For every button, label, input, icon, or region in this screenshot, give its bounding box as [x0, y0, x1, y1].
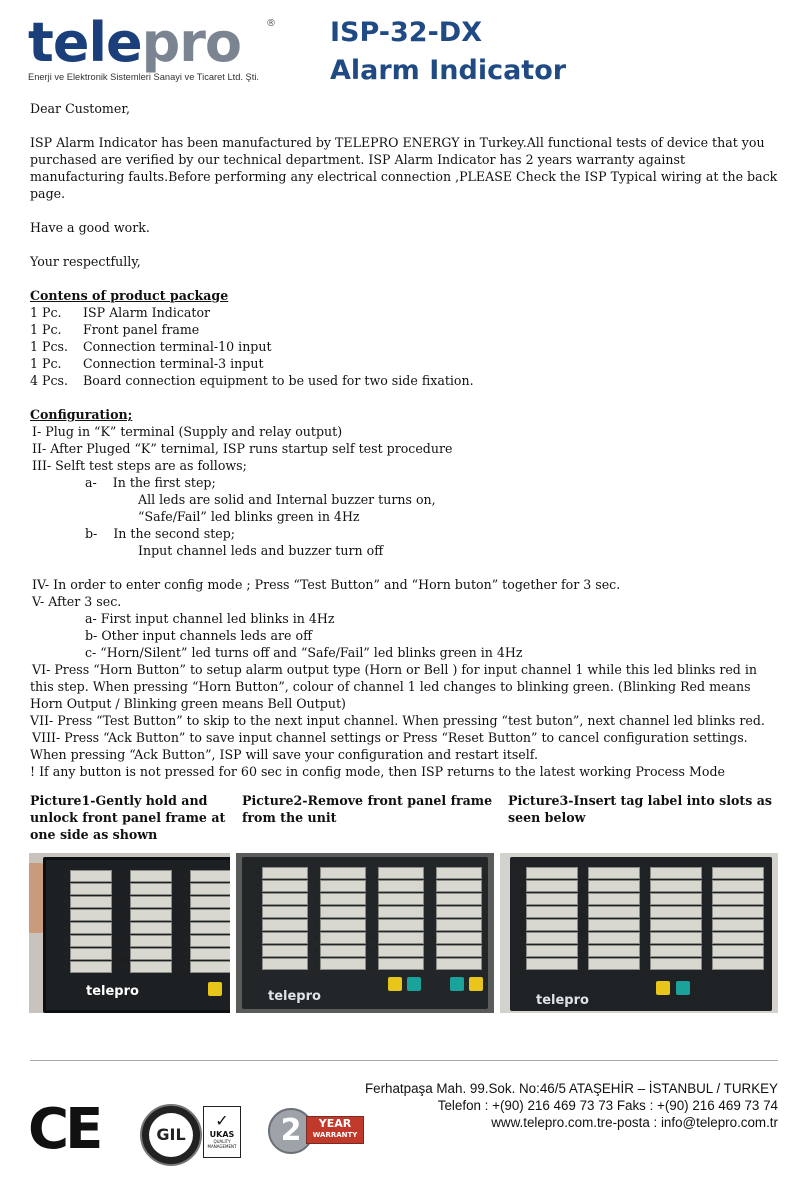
- warranty-number: 2: [268, 1108, 314, 1154]
- channel-led: [184, 887, 187, 890]
- logo-wordmark: telepro: [28, 11, 241, 74]
- config-step: III- Selft test steps are as follows;: [32, 458, 247, 473]
- label-slot: [320, 932, 366, 944]
- label-slot: [190, 896, 230, 908]
- label-slot: [588, 945, 640, 957]
- config-step: VIII- Press “Ack Button” to save input channel settings or Press “Reset Button” to cancel configuration settings. When pressing “Ack Button”, ISP will save your configuration and restart itself.: [30, 730, 748, 762]
- channel-led: [706, 897, 709, 900]
- channel-led: [256, 884, 259, 887]
- channel-led: [256, 871, 259, 874]
- label-slot: [262, 893, 308, 905]
- crown-icon: ✓: [215, 1111, 229, 1130]
- channel-led: [256, 936, 259, 939]
- footer-divider: [30, 1060, 778, 1061]
- channel-led: [430, 923, 433, 926]
- channel-led: [372, 936, 375, 939]
- channel-led: [582, 897, 585, 900]
- channel-led: [644, 936, 647, 939]
- label-slot: [70, 922, 112, 934]
- channel-led: [256, 897, 259, 900]
- label-slot: [436, 893, 482, 905]
- picture3-caption: Picture3-Insert tag label into slots as seen below: [508, 793, 772, 825]
- channel-led: [582, 910, 585, 913]
- channel-led: [184, 913, 187, 916]
- channel-led: [706, 936, 709, 939]
- label-slot: [190, 870, 230, 882]
- footer-contact: [365, 1080, 778, 1131]
- channel-led: [314, 871, 317, 874]
- label-slot: [378, 932, 424, 944]
- channel-led: [520, 871, 523, 874]
- ukas-logo: ✓ UKAS QUALITY MANAGEMENT: [203, 1106, 241, 1158]
- label-slot: [712, 958, 764, 970]
- label-slot: [320, 919, 366, 931]
- footer-phone: Telefon : +(90) 216 469 73 73 Faks : +(90) 216 469 73 74: [437, 1098, 778, 1113]
- config-substep: b- Other input channels leds are off: [85, 628, 313, 643]
- label-slot: [190, 909, 230, 921]
- channel-led: [582, 923, 585, 926]
- channel-led: [184, 965, 187, 968]
- channel-led: [64, 926, 67, 929]
- label-slot: [130, 896, 172, 908]
- label-slot: [526, 958, 578, 970]
- label-slot: [70, 909, 112, 921]
- label-slot: [650, 880, 702, 892]
- label-slot: [712, 906, 764, 918]
- channel-led: [644, 962, 647, 965]
- ack-button: [676, 981, 690, 995]
- config-detail: All leds are solid and Internal buzzer turns on,: [138, 492, 436, 507]
- label-slot: [320, 906, 366, 918]
- channel-led: [520, 962, 523, 965]
- channel-led: [430, 949, 433, 952]
- label-slot: [436, 906, 482, 918]
- wish-text: Have a good work.: [30, 220, 150, 235]
- channel-led: [582, 871, 585, 874]
- reset-button: [450, 977, 464, 991]
- label-slot: [320, 867, 366, 879]
- label-slot: [130, 961, 172, 973]
- channel-led: [430, 884, 433, 887]
- channel-led: [644, 949, 647, 952]
- label-slot: [262, 880, 308, 892]
- label-slot: [70, 896, 112, 908]
- channel-led: [706, 962, 709, 965]
- label-slot: [130, 922, 172, 934]
- channel-led: [582, 949, 585, 952]
- config-substep: a- In the first step;: [85, 475, 216, 490]
- channel-led: [520, 884, 523, 887]
- config-detail: Input channel leds and buzzer turn off: [138, 543, 384, 558]
- label-slot: [70, 883, 112, 895]
- channel-led: [184, 900, 187, 903]
- label-slot: [262, 867, 308, 879]
- picture3-photo: [500, 853, 778, 1013]
- label-slot: [526, 919, 578, 931]
- device-panel: [43, 857, 230, 1013]
- label-slot: [70, 935, 112, 947]
- picture1-photo: [29, 853, 230, 1013]
- channel-led: [372, 923, 375, 926]
- config-detail: “Safe/Fail” led blinks green in 4Hz: [138, 509, 360, 524]
- registered-mark: ®: [266, 18, 276, 29]
- config-step: VII- Press “Test Button” to skip to the next input channel. When pressing “test buton”, next channel led blinks red.: [30, 713, 765, 728]
- label-slot: [320, 945, 366, 957]
- label-slot: [650, 893, 702, 905]
- test-button: [656, 981, 670, 995]
- label-slot: [378, 919, 424, 931]
- label-slot: [262, 932, 308, 944]
- label-slot: [588, 919, 640, 931]
- channel-led: [430, 910, 433, 913]
- label-slot: [262, 906, 308, 918]
- config-step: IV- In order to enter config mode ; Press “Test Button” and “Horn buton” together for 3 sec.: [32, 577, 621, 592]
- package-item: 1 Pc. Connection terminal-3 input: [30, 356, 264, 371]
- channel-led: [644, 871, 647, 874]
- label-slot: [588, 867, 640, 879]
- closing-text: Your respectfully,: [30, 254, 141, 269]
- picture2-caption: Picture2-Remove front panel frame from the unit: [242, 793, 493, 825]
- package-item: 1 Pc. Front panel frame: [30, 322, 200, 337]
- label-slot: [130, 883, 172, 895]
- channel-led: [64, 887, 67, 890]
- letter-body: [30, 100, 778, 780]
- channel-led: [706, 923, 709, 926]
- config-step: I- Plug in “K” terminal (Supply and relay output): [32, 424, 343, 439]
- label-slot: [588, 932, 640, 944]
- label-slot: [320, 893, 366, 905]
- panel-button: [208, 982, 222, 996]
- label-slot: [436, 880, 482, 892]
- channel-led: [64, 913, 67, 916]
- label-slot: [526, 893, 578, 905]
- channel-led: [124, 874, 127, 877]
- channel-led: [184, 874, 187, 877]
- ce-mark: CE: [28, 1097, 100, 1162]
- label-slot: [436, 919, 482, 931]
- label-slot: [190, 935, 230, 947]
- channel-led: [64, 952, 67, 955]
- greeting: Dear Customer,: [30, 101, 130, 116]
- device-panel: [510, 857, 772, 1011]
- channel-led: [706, 871, 709, 874]
- channel-led: [64, 939, 67, 942]
- config-substep: a- First input channel led blinks in 4Hz: [85, 611, 335, 626]
- label-slot: [378, 958, 424, 970]
- label-slot: [712, 919, 764, 931]
- config-note: ! If any button is not pressed for 60 sec in config mode, then ISP returns to the latest working Process Mode: [30, 764, 725, 779]
- channel-led: [372, 962, 375, 965]
- channel-led: [124, 900, 127, 903]
- channel-led: [256, 923, 259, 926]
- label-slot: [436, 958, 482, 970]
- channel-led: [372, 910, 375, 913]
- label-slot: [262, 958, 308, 970]
- title-product: Alarm Indicator: [330, 55, 567, 86]
- warranty-badge: [268, 1108, 364, 1152]
- title-model: ISP-32-DX: [330, 17, 483, 48]
- channel-led: [644, 884, 647, 887]
- config-step: II- After Pluged “K” ternimal, ISP runs startup self test procedure: [32, 441, 453, 456]
- logo-subtitle: Enerji ve Elektronik Sistemleri Sanayi ve Ticaret Ltd. Şti.: [28, 72, 259, 82]
- label-slot: [378, 880, 424, 892]
- label-slot: [526, 867, 578, 879]
- config-substep: b- In the second step;: [85, 526, 236, 541]
- label-slot: [650, 867, 702, 879]
- label-slot: [650, 919, 702, 931]
- label-slot: [588, 906, 640, 918]
- channel-led: [314, 884, 317, 887]
- channel-led: [124, 939, 127, 942]
- channel-led: [64, 874, 67, 877]
- channel-led: [124, 887, 127, 890]
- channel-led: [256, 962, 259, 965]
- ack-button: [407, 977, 421, 991]
- label-slot: [588, 880, 640, 892]
- package-item: 1 Pc. ISP Alarm Indicator: [30, 305, 211, 320]
- channel-led: [184, 952, 187, 955]
- channel-led: [64, 900, 67, 903]
- label-slot: [436, 945, 482, 957]
- label-slot: [712, 893, 764, 905]
- channel-led: [124, 952, 127, 955]
- channel-led: [430, 897, 433, 900]
- channel-led: [372, 871, 375, 874]
- label-slot: [712, 867, 764, 879]
- picture2-photo: [236, 853, 494, 1013]
- label-slot: [526, 906, 578, 918]
- label-slot: [650, 958, 702, 970]
- label-slot: [70, 870, 112, 882]
- channel-led: [314, 897, 317, 900]
- label-slot: [190, 922, 230, 934]
- package-item: 1 Pcs. Connection terminal-10 input: [30, 339, 272, 354]
- channel-led: [124, 965, 127, 968]
- channel-led: [124, 926, 127, 929]
- channel-led: [582, 936, 585, 939]
- label-slot: [378, 906, 424, 918]
- channel-led: [644, 910, 647, 913]
- label-slot: [526, 932, 578, 944]
- package-item: 4 Pcs. Board connection equipment to be used for two side fixation.: [30, 373, 474, 388]
- channel-led: [582, 962, 585, 965]
- channel-led: [184, 926, 187, 929]
- label-slot: [320, 958, 366, 970]
- channel-led: [314, 910, 317, 913]
- channel-led: [520, 897, 523, 900]
- label-slot: [526, 945, 578, 957]
- label-slot: [526, 880, 578, 892]
- channel-led: [314, 936, 317, 939]
- channel-led: [184, 939, 187, 942]
- intro-paragraph: ISP Alarm Indicator has been manufactured by TELEPRO ENERGY in Turkey.All functional tests of device that you purchased are verified by our technical department. ISP Alarm Indicator has 2 years warranty against manufacturing faults.Before performing any electrical connection ,PLEASE Check the ISP Typical wiring at the back page.: [30, 135, 778, 201]
- package-heading: Contens of product package: [30, 288, 229, 303]
- channel-led: [706, 884, 709, 887]
- label-slot: [712, 945, 764, 957]
- config-substep: c- “Horn/Silent” led turns off and “Safe/Fail” led blinks green in 4Hz: [85, 645, 523, 660]
- horn-button: [469, 977, 483, 991]
- package-list: [30, 304, 778, 389]
- footer-web[interactable]: www.telepro.com.tre-posta : info@telepro.com.tr: [491, 1115, 778, 1130]
- footer-address: Ferhatpaşa Mah. 99.Sok. No:46/5 ATAŞEHİR – İSTANBUL / TURKEY: [364, 1081, 778, 1096]
- channel-led: [256, 949, 259, 952]
- panel-brand: telepro: [268, 989, 321, 1004]
- panel-brand: telepro: [536, 993, 589, 1008]
- label-slot: [190, 948, 230, 960]
- label-slot: [130, 870, 172, 882]
- config-heading: Configuration;: [30, 407, 133, 422]
- label-slot: [70, 948, 112, 960]
- label-slot: [130, 948, 172, 960]
- panel-brand: telepro: [86, 984, 139, 999]
- label-slot: [130, 935, 172, 947]
- channel-led: [520, 910, 523, 913]
- label-slot: [588, 958, 640, 970]
- gil-certification-logo: GIL: [140, 1104, 202, 1166]
- warranty-label: YEAR WARRANTY: [306, 1116, 364, 1144]
- label-slot: [190, 961, 230, 973]
- label-slot: [650, 906, 702, 918]
- label-slot: [378, 893, 424, 905]
- label-slot: [320, 880, 366, 892]
- channel-led: [430, 871, 433, 874]
- config-step: VI- Press “Horn Button” to setup alarm output type (Horn or Bell ) for input channel 1 while this led blinks red in this step. When pressing “Horn Button”, colour of channel 1 led changes to blinking green. (Blinking Red means Horn Output / Blinking green means Bell Output): [30, 662, 758, 711]
- channel-led: [372, 884, 375, 887]
- label-slot: [712, 932, 764, 944]
- device-panel: [242, 857, 488, 1009]
- company-logo: [28, 11, 278, 83]
- channel-led: [706, 910, 709, 913]
- label-slot: [650, 945, 702, 957]
- channel-led: [520, 936, 523, 939]
- label-slot: [130, 909, 172, 921]
- channel-led: [430, 962, 433, 965]
- channel-led: [582, 884, 585, 887]
- channel-led: [372, 897, 375, 900]
- label-slot: [588, 893, 640, 905]
- label-slot: [262, 945, 308, 957]
- document-title: [330, 14, 566, 90]
- channel-led: [64, 965, 67, 968]
- label-slot: [650, 932, 702, 944]
- channel-led: [256, 910, 259, 913]
- picture1-caption: Picture1-Gently hold and unlock front panel frame at one side as shown: [30, 793, 226, 842]
- config-step: V- After 3 sec.: [32, 594, 122, 609]
- channel-led: [644, 923, 647, 926]
- label-slot: [70, 961, 112, 973]
- label-slot: [378, 945, 424, 957]
- channel-led: [520, 923, 523, 926]
- channel-led: [430, 936, 433, 939]
- label-slot: [436, 932, 482, 944]
- label-slot: [378, 867, 424, 879]
- label-slot: [712, 880, 764, 892]
- label-slot: [190, 883, 230, 895]
- channel-led: [314, 923, 317, 926]
- label-slot: [436, 867, 482, 879]
- channel-led: [124, 913, 127, 916]
- channel-led: [314, 962, 317, 965]
- channel-led: [314, 949, 317, 952]
- channel-led: [520, 949, 523, 952]
- label-slot: [262, 919, 308, 931]
- channel-led: [372, 949, 375, 952]
- channel-led: [644, 897, 647, 900]
- channel-led: [706, 949, 709, 952]
- test-button: [388, 977, 402, 991]
